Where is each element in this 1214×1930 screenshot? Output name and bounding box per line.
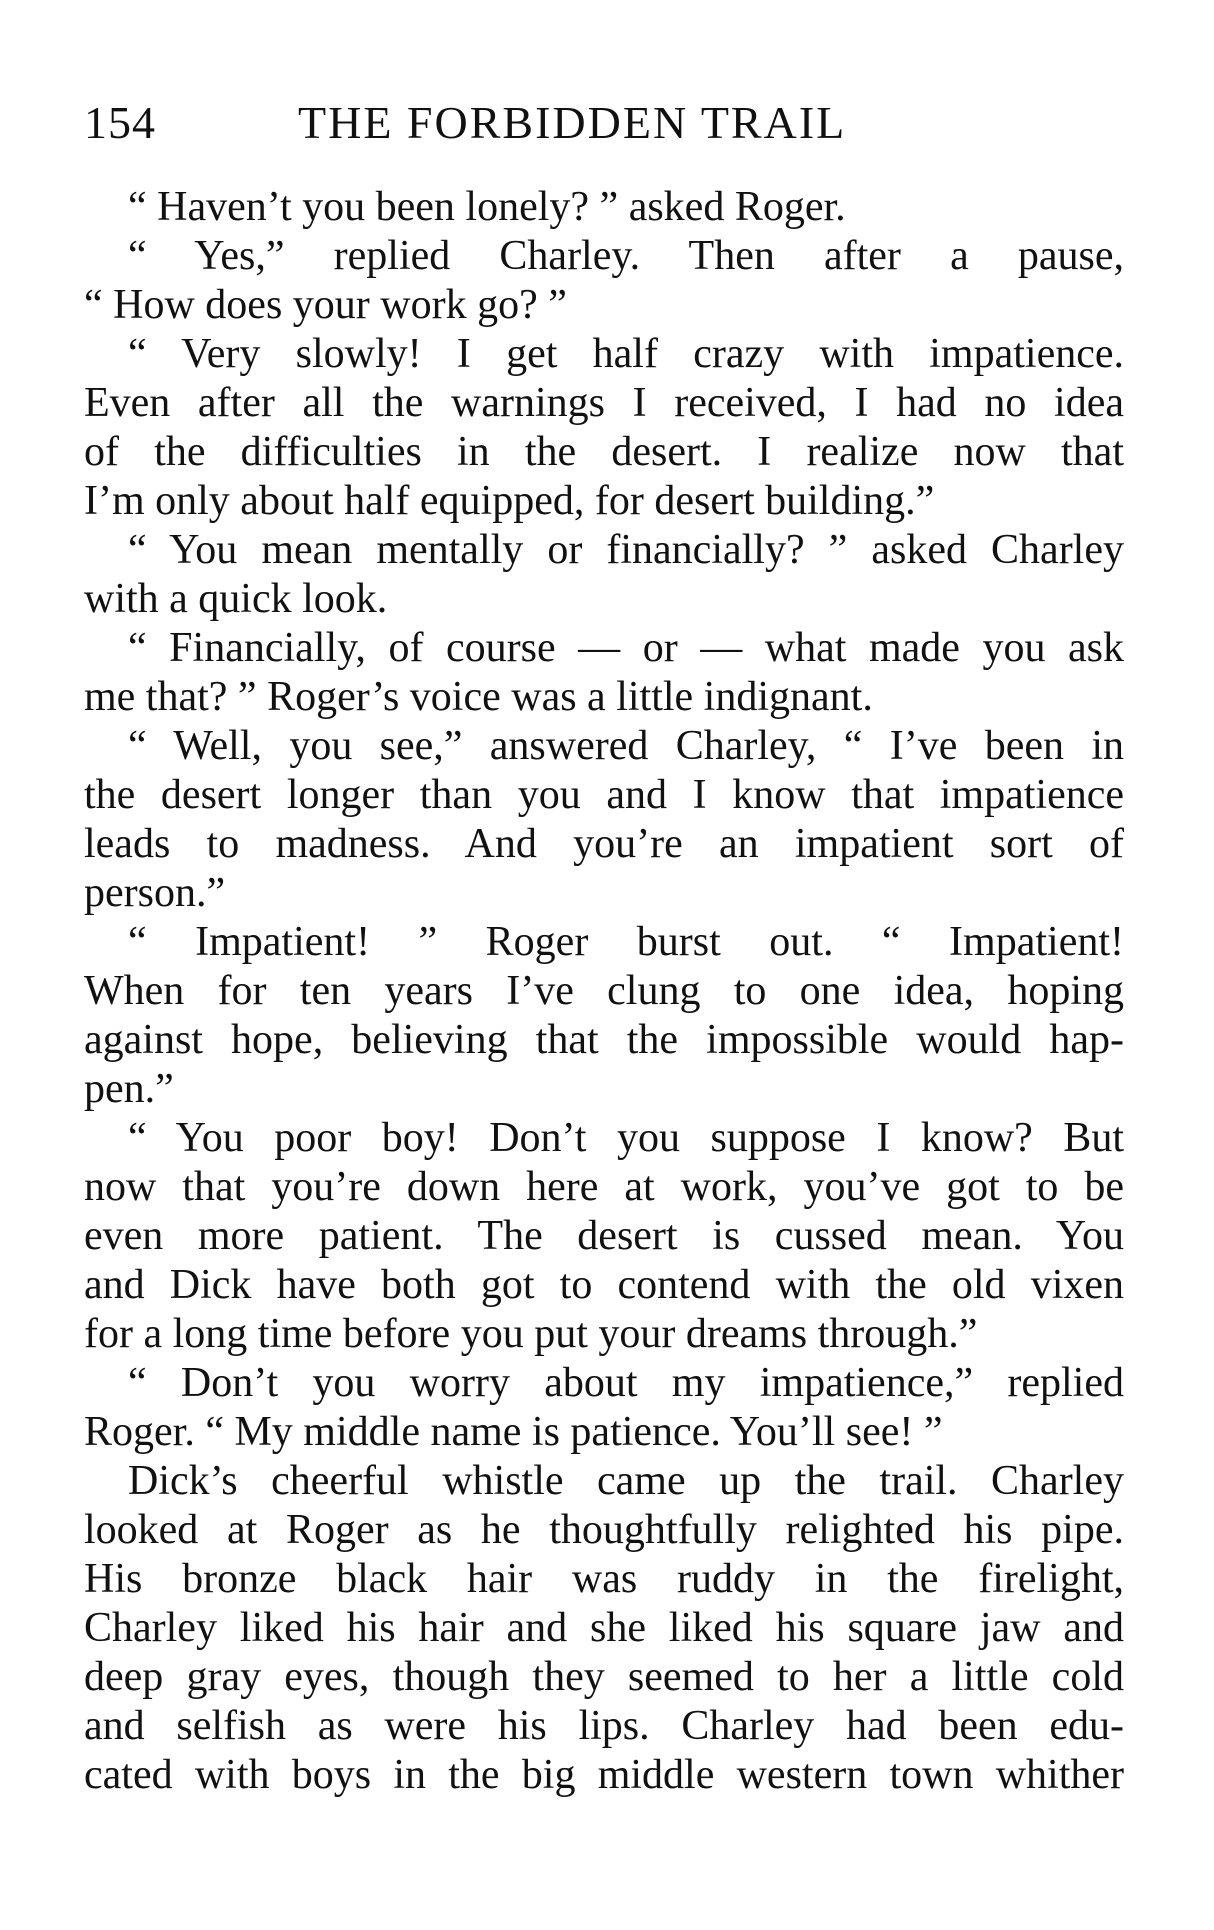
text-line: person.”: [84, 870, 226, 916]
text-line: against hope, believing that the impossible would hap-: [84, 1017, 1124, 1063]
text-line: Even after all the warnings I received, I had no idea: [84, 380, 1124, 426]
text-line: His bronze black hair was ruddy in the firelight,: [84, 1556, 1124, 1602]
text-line: with a quick look.: [84, 576, 388, 622]
text-line: “ Impatient! ” Roger burst out. “ Impatient!: [128, 919, 1124, 965]
text-line: for a long time before you put your dreams through.”: [84, 1311, 978, 1357]
text-line: looked at Roger as he thoughtfully relighted his pipe.: [84, 1507, 1124, 1553]
text-line: “ Yes,” replied Charley. Then after a pause,: [128, 233, 1124, 279]
text-line: the desert longer than you and I know that impatience: [84, 772, 1124, 818]
text-line: Charley liked his hair and she liked his square jaw and: [84, 1605, 1124, 1651]
page-header: [84, 88, 1124, 158]
text-line: leads to madness. And you’re an impatient sort of: [84, 821, 1124, 867]
text-line: “ Haven’t you been lonely? ” asked Roger.: [128, 184, 846, 230]
text-line: “ Financially, of course — or — what made you ask: [128, 625, 1124, 671]
text-line: “ You mean mentally or financially? ” asked Charley: [128, 527, 1124, 573]
text-line: “ Don’t you worry about my impatience,” replied: [128, 1360, 1124, 1406]
text-line: When for ten years I’ve clung to one idea, hoping: [84, 968, 1124, 1014]
text-line: now that you’re down here at work, you’ve got to be: [84, 1164, 1124, 1210]
text-line: and selfish as were his lips. Charley had been edu-: [84, 1703, 1124, 1749]
text-line: Dick’s cheerful whistle came up the trail. Charley: [128, 1458, 1124, 1504]
text-line: and Dick have both got to contend with the old vixen: [84, 1262, 1124, 1308]
text-line: pen.”: [84, 1066, 174, 1112]
text-line: Roger. “ My middle name is patience. You’ll see! ”: [84, 1409, 943, 1455]
text-line: “ You poor boy! Don’t you suppose I know? But: [128, 1115, 1124, 1161]
text-line: “ Very slowly! I get half crazy with impatience.: [128, 331, 1124, 377]
text-line: me that? ” Roger’s voice was a little indignant.: [84, 674, 873, 720]
text-line: deep gray eyes, though they seemed to her a little cold: [84, 1654, 1124, 1700]
text-line: “ Well, you see,” answered Charley, “ I’ve been in: [128, 723, 1124, 769]
text-line: “ How does your work go? ”: [84, 282, 567, 328]
text-line: I’m only about half equipped, for desert building.”: [84, 478, 935, 524]
body-text: [84, 183, 1124, 1800]
page-number: 154: [84, 97, 156, 148]
text-line: even more patient. The desert is cussed mean. You: [84, 1213, 1124, 1259]
text-line: of the difficulties in the desert. I realize now that: [84, 429, 1124, 475]
text-line: cated with boys in the big middle western town whither: [84, 1752, 1124, 1798]
running-title: THE FORBIDDEN TRAIL: [298, 97, 847, 148]
